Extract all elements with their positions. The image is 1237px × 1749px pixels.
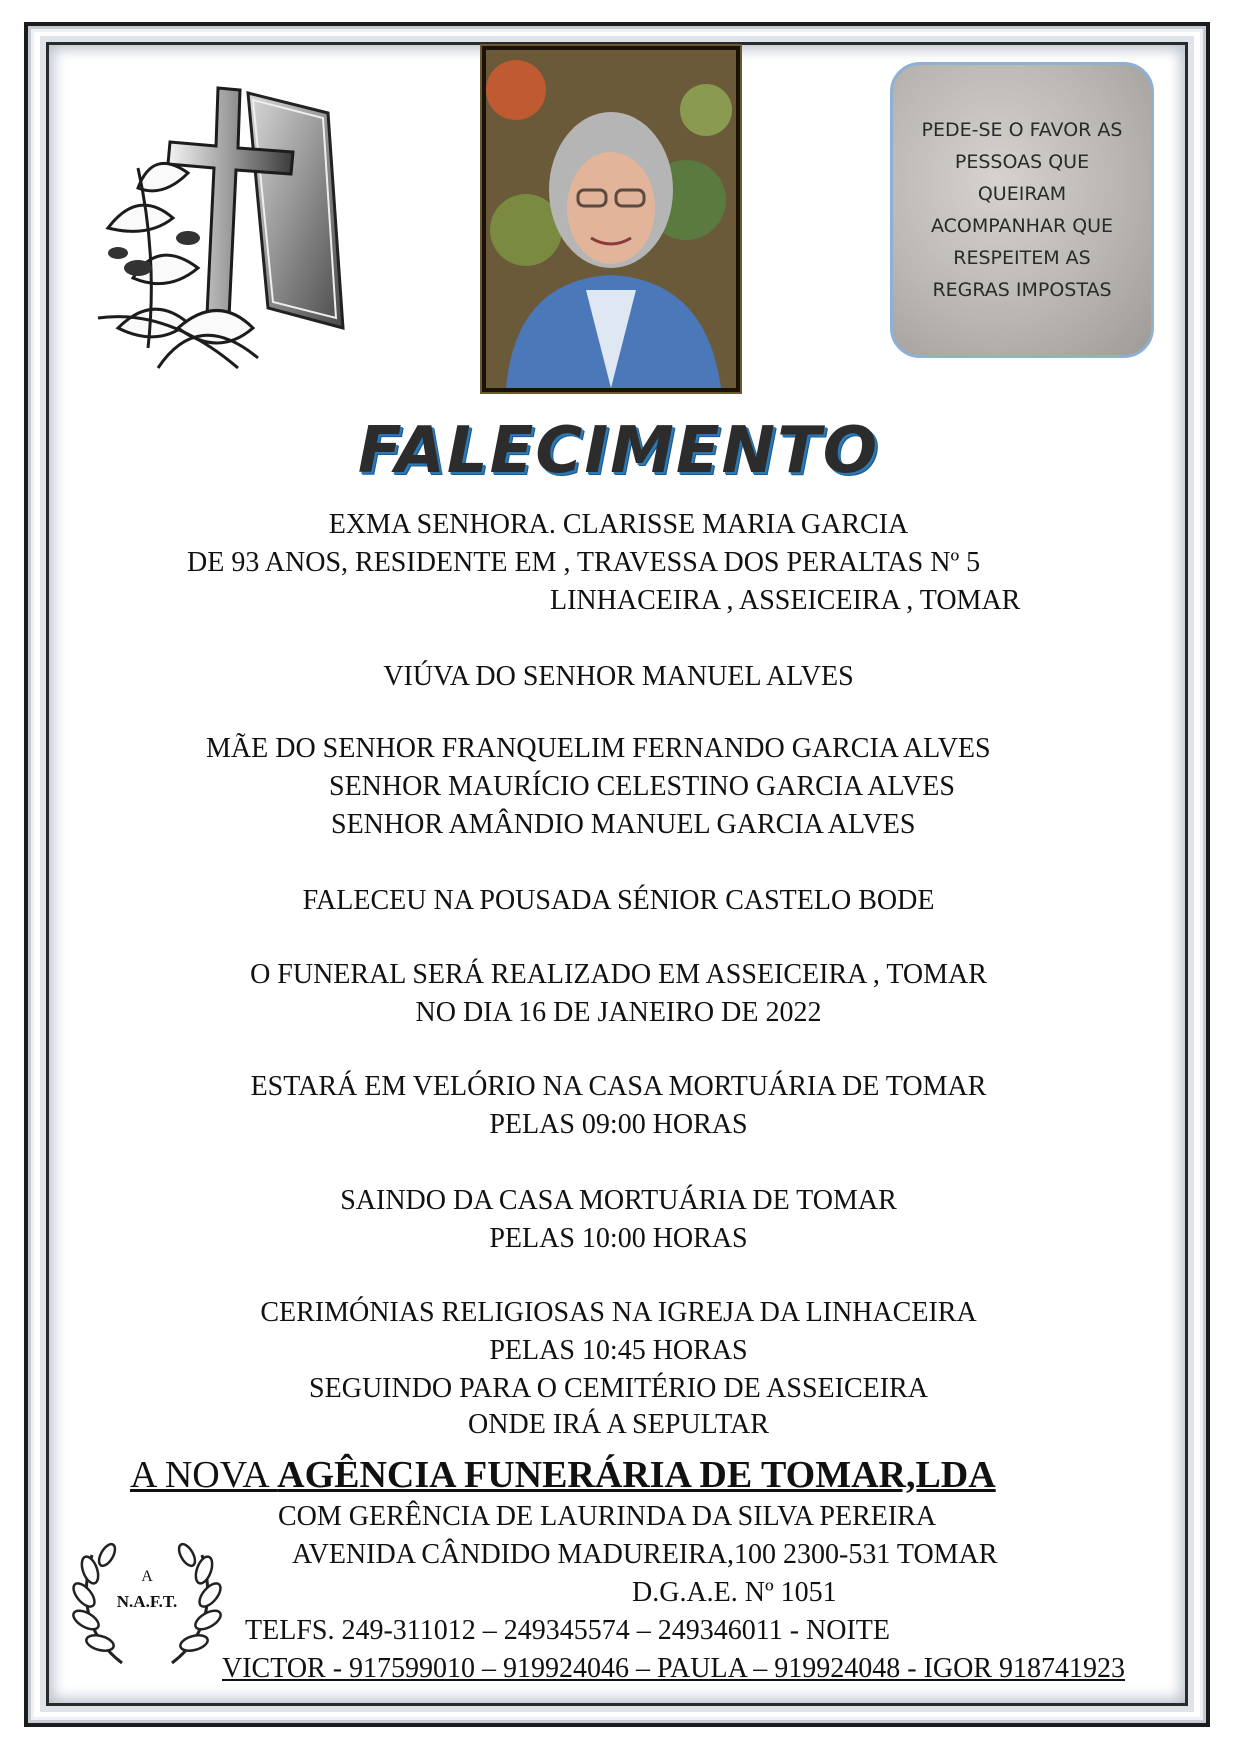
logo-letter: A xyxy=(141,1568,153,1585)
funeral-line-1: O FUNERAL SERÁ REALIZADO EM ASSEICEIRA , TOMAR xyxy=(250,959,987,990)
ceremony-time: PELAS 10:45 HORAS xyxy=(489,1335,748,1366)
departure-line-1: SAINDO DA CASA MORTUÁRIA DE TOMAR xyxy=(340,1185,897,1216)
deceased-age-address: DE 93 ANOS, RESIDENTE EM , TRAVESSA DOS PERALTAS Nº 5 xyxy=(187,547,981,578)
portrait-photo xyxy=(486,50,736,388)
funeral-date: NO DIA 16 DE JANEIRO DE 2022 xyxy=(415,997,822,1028)
agency-title: AGÊNCIA FUNERÁRIA DE TOMAR,LDA xyxy=(277,1454,996,1496)
agency-contacts: VICTOR - 917599010 – 919924046 – PAULA – 919924048 - IGOR 918741923 xyxy=(222,1653,1126,1684)
children-line-2: SENHOR MAURÍCIO CELESTINO GARCIA ALVES xyxy=(329,771,955,802)
cross-book-lilies-emblem xyxy=(78,78,378,378)
portrait-frame xyxy=(480,44,742,394)
departure-time: PELAS 10:00 HORAS xyxy=(489,1223,748,1254)
wake-time: PELAS 09:00 HORAS xyxy=(489,1109,748,1140)
deceased-locality: LINHACEIRA , ASSEICEIRA , TOMAR xyxy=(550,585,1021,616)
notice-text xyxy=(917,114,1127,306)
notice-box xyxy=(890,62,1154,358)
children-line-3: SENHOR AMÂNDIO MANUEL GARCIA ALVES xyxy=(331,809,916,840)
agency-address: AVENIDA CÂNDIDO MADUREIRA,100 2300-531 TOMAR xyxy=(292,1539,998,1570)
agency-phones: TELFS. 249-311012 – 249345574 – 249346011 - NOITE xyxy=(245,1615,890,1646)
notice-line: RESPEITEM AS xyxy=(953,247,1091,269)
place-of-death: FALECEU NA POUSADA SÉNIOR CASTELO BODE xyxy=(302,885,935,916)
agency-management: COM GERÊNCIA DE LAURINDA DA SILVA PEREIRA xyxy=(278,1501,937,1532)
agency-prefix: A NOVA xyxy=(130,1454,278,1496)
notice-line: REGRAS IMPOSTAS xyxy=(932,279,1112,301)
notice-line: ACOMPANHAR QUE xyxy=(930,215,1114,237)
notice-line: PESSOAS QUE xyxy=(954,151,1090,173)
deceased-name: EXMA SENHORA. CLARISSE MARIA GARCIA xyxy=(328,509,909,540)
ceremony-line-4: ONDE IRÁ A SEPULTAR xyxy=(468,1409,769,1440)
agency-license: D.G.A.E. Nº 1051 xyxy=(632,1577,837,1608)
notice-line: PEDE-SE O FAVOR AS xyxy=(921,119,1123,141)
logo-initials: N.A.F.T. xyxy=(116,1592,178,1611)
ceremony-line-3: SEGUINDO PARA O CEMITÉRIO DE ASSEICEIRA xyxy=(309,1373,928,1404)
wake-line-1: ESTARÁ EM VELÓRIO NA CASA MORTUÁRIA DE TOMAR xyxy=(250,1071,987,1102)
children-line-1: MÃE DO SENHOR FRANQUELIM FERNANDO GARCIA ALVES xyxy=(206,733,991,764)
notice-line: QUEIRAM xyxy=(977,183,1067,205)
ceremony-line-1: CERIMÓNIAS RELIGIOSAS NA IGREJA DA LINHACEIRA xyxy=(260,1297,977,1328)
naft-laurel-logo xyxy=(62,1515,232,1675)
widow-line: VIÚVA DO SENHOR MANUEL ALVES xyxy=(383,661,854,692)
agency-name xyxy=(130,1453,996,1497)
page-title: FALECIMENTO xyxy=(357,414,880,488)
